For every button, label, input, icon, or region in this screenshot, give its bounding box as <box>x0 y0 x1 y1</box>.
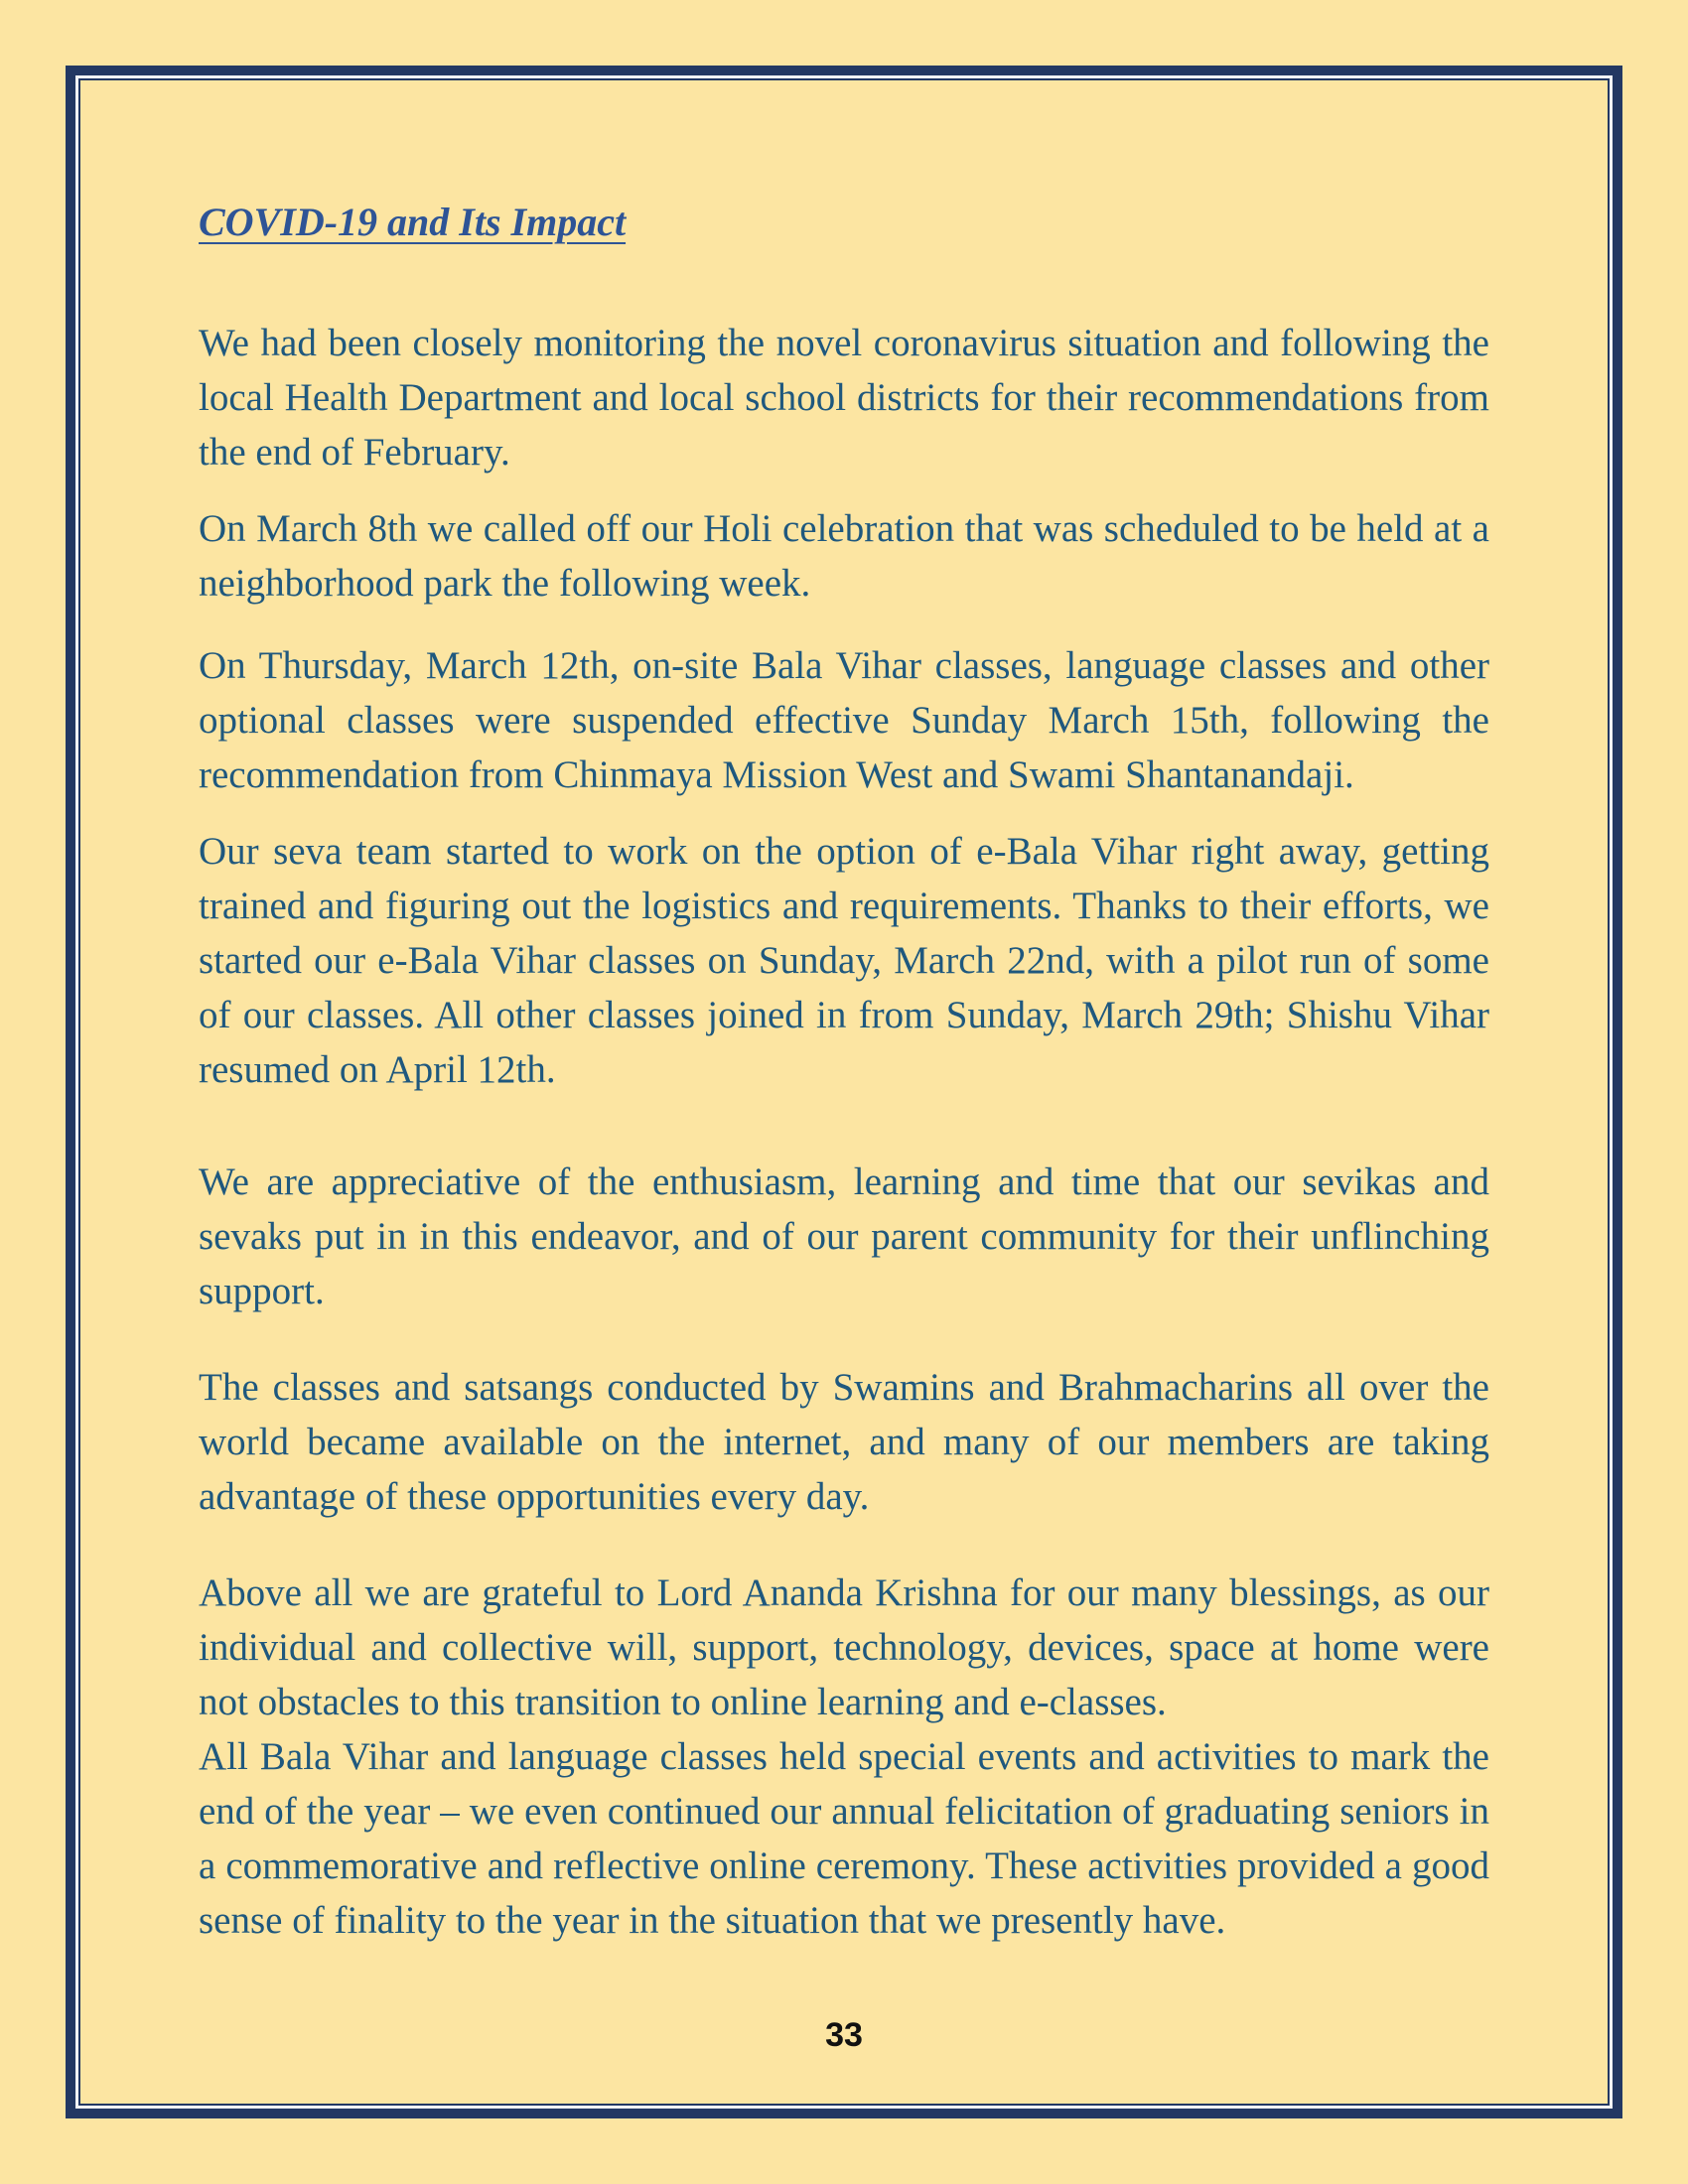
paragraph-appreciation: We are appreciative of the enthusiasm, learning and time that our sevikas and sevaks put in in this endeavor, and of our parent community for their unflinching support. <box>199 1160 1489 1312</box>
paragraph-classes-suspended: On Thursday, March 12th, on-site Bala Vihar classes, language classes and other optional classes were suspended effective Sunday March 15th, following the recommendation from Chinmaya Mission West and Swami Shantanandaji. <box>199 644 1489 796</box>
paragraph-gratitude: Above all we are grateful to Lord Ananda Krishna for our many blessings, as our individual and collective will, support, technology, devices, space at home were not obstacles to this transition to online learning and e-classes. <box>199 1571 1489 1723</box>
page-border-frame <box>66 66 1622 2118</box>
section-heading: COVID-19 and Its Impact <box>199 200 627 244</box>
page-content <box>80 80 1608 1948</box>
page-border-inner-line <box>78 78 1610 2106</box>
paragraph-holi-cancellation: On March 8th we called off our Holi celebration that was scheduled to be held at a neighborhood park the following week. <box>199 507 1489 605</box>
paragraph-monitoring: We had been closely monitoring the novel coronavirus situation and following the local Health Department and local school districts for their recommendations from the end of February. <box>199 322 1489 474</box>
paragraph-ebalavihar-launch: Our seva team started to work on the option of e-Bala Vihar right away, getting trained and figuring out the logistics and requirements. Thanks to their efforts, we started our e-Bala Vihar classes on Sunday, March 22nd, with a pilot run of some of our classes. All other classes joined in from Sunday, March 29th; Shishu Vihar resumed on April 12th. <box>199 830 1489 1091</box>
page-number: 33 <box>825 2016 863 2054</box>
paragraph-year-end-events: All Bala Vihar and language classes held special events and activities to mark the end of the year – we even continued our annual felicitation of graduating seniors in a commemorative and reflective online ceremony. These activities provided a good sense of finality to the year in the situation that we presently have. <box>199 1735 1489 1942</box>
paragraph-online-satsangs: The classes and satsangs conducted by Swamins and Brahmacharins all over the world became available on the internet, and many of our members are taking advantage of these opportunities every day. <box>199 1366 1489 1518</box>
